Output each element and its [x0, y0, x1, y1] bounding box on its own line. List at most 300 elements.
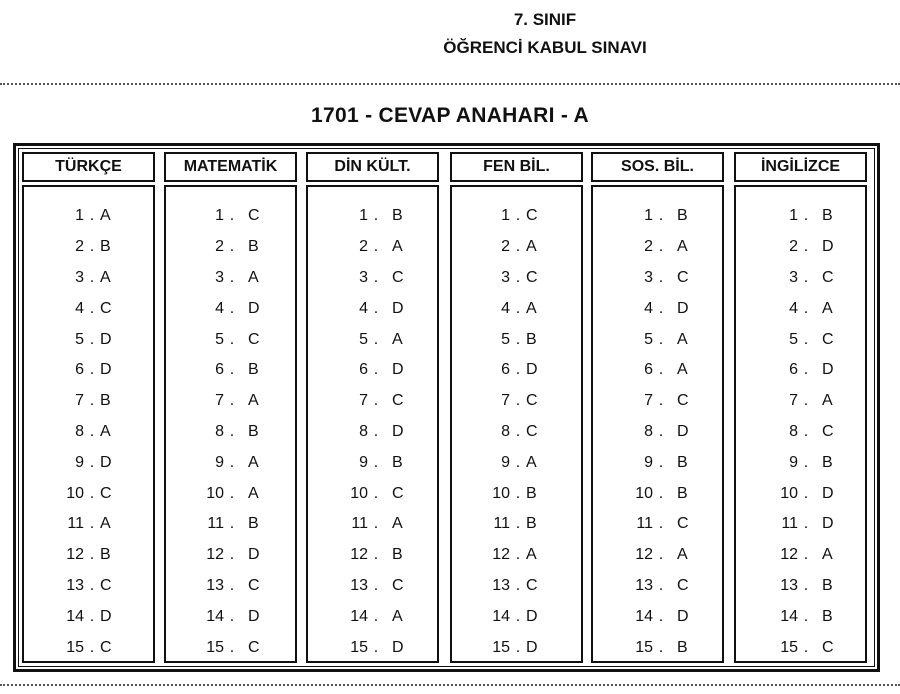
answer-letter: D [100, 607, 112, 625]
separator-dot: . [515, 392, 521, 410]
subject-column [164, 152, 297, 663]
answer-row [24, 632, 153, 663]
question-number: 13 [780, 576, 798, 594]
subject-column [734, 152, 867, 663]
answer-letter: A [392, 607, 403, 625]
separator-dot: . [658, 515, 664, 533]
question-number: 5 [644, 330, 653, 348]
answer-row [308, 540, 437, 571]
answer-letter: D [822, 238, 834, 256]
separator-dot: . [803, 638, 809, 656]
answer-letter: A [100, 422, 111, 440]
question-number: 10 [66, 484, 84, 502]
separator-dot: . [803, 268, 809, 286]
answer-letter: A [248, 268, 259, 286]
separator-dot: . [658, 422, 664, 440]
answer-letter: B [822, 453, 833, 471]
separator-dot: . [229, 361, 235, 379]
answer-row [593, 632, 722, 663]
question-number: 8 [501, 422, 510, 440]
answer-letter: C [526, 576, 538, 594]
answer-letter: C [248, 330, 260, 348]
separator-dot: . [515, 330, 521, 348]
dotted-divider-top [0, 83, 900, 85]
answer-row [166, 571, 295, 602]
answer-row [736, 232, 865, 263]
question-number: 6 [644, 361, 653, 379]
answer-letter: D [248, 607, 260, 625]
answer-row [24, 478, 153, 509]
question-number: 11 [493, 515, 510, 533]
answer-row [736, 601, 865, 632]
separator-dot: . [803, 576, 809, 594]
question-number: 15 [66, 638, 84, 656]
answer-letter: A [100, 515, 111, 533]
separator-dot: . [373, 392, 379, 410]
question-number: 2 [789, 238, 798, 256]
question-number: 11 [636, 515, 653, 533]
answer-row [452, 509, 581, 540]
separator-dot: . [803, 299, 809, 317]
question-number: 13 [206, 576, 224, 594]
answer-row [308, 447, 437, 478]
answer-row [736, 632, 865, 663]
separator-dot: . [515, 207, 521, 225]
answer-letter: C [677, 576, 689, 594]
question-number: 9 [359, 453, 368, 471]
answer-letter: C [392, 576, 404, 594]
question-number: 15 [206, 638, 224, 656]
separator-dot: . [229, 422, 235, 440]
subject-column [22, 152, 155, 663]
answer-row [452, 201, 581, 232]
separator-dot: . [89, 546, 95, 564]
separator-dot: . [515, 453, 521, 471]
separator-dot: . [658, 576, 664, 594]
question-number: 1 [644, 207, 653, 225]
answer-row [736, 355, 865, 386]
separator-dot: . [515, 361, 521, 379]
question-number: 13 [635, 576, 653, 594]
answer-letter: A [100, 268, 111, 286]
subject-column [450, 152, 583, 663]
question-number: 3 [215, 268, 224, 286]
question-number: 1 [789, 207, 798, 225]
answer-letter: D [392, 361, 404, 379]
separator-dot: . [658, 299, 664, 317]
answer-row [24, 417, 153, 448]
separator-dot: . [89, 515, 95, 533]
answer-row [308, 509, 437, 540]
separator-dot: . [658, 484, 664, 502]
answer-letter: A [677, 361, 688, 379]
answer-row [452, 601, 581, 632]
answer-row [166, 355, 295, 386]
question-number: 10 [350, 484, 368, 502]
question-number: 2 [501, 238, 510, 256]
answer-row [736, 324, 865, 355]
answer-row [166, 232, 295, 263]
answer-letter: D [822, 515, 834, 533]
answer-letter: D [100, 330, 112, 348]
answer-letter: A [526, 453, 537, 471]
separator-dot: . [373, 361, 379, 379]
answer-row [166, 263, 295, 294]
question-number: 2 [75, 238, 84, 256]
question-number: 13 [66, 576, 84, 594]
question-number: 1 [359, 207, 368, 225]
separator-dot: . [229, 268, 235, 286]
answer-letter: A [822, 392, 833, 410]
answer-row [24, 540, 153, 571]
separator-dot: . [229, 453, 235, 471]
answer-letter: B [677, 207, 688, 225]
answer-letter: B [248, 238, 259, 256]
answer-letter: A [248, 453, 259, 471]
separator-dot: . [229, 392, 235, 410]
answer-letter: A [248, 392, 259, 410]
answer-row [166, 201, 295, 232]
answer-row [452, 417, 581, 448]
answer-row [308, 601, 437, 632]
question-number: 6 [359, 361, 368, 379]
answer-row [24, 263, 153, 294]
answer-row [166, 386, 295, 417]
answer-letter: C [677, 268, 689, 286]
question-number: 12 [350, 546, 368, 564]
answer-row [593, 355, 722, 386]
separator-dot: . [658, 392, 664, 410]
answer-key-title: 1701 - CEVAP ANAHARI - A [311, 104, 589, 127]
question-number: 1 [501, 207, 510, 225]
question-number: 15 [492, 638, 510, 656]
answer-row [736, 478, 865, 509]
answer-letter: B [100, 392, 111, 410]
separator-dot: . [89, 422, 95, 440]
answer-row [166, 478, 295, 509]
question-number: 3 [75, 268, 84, 286]
answer-row [308, 417, 437, 448]
answer-row [308, 355, 437, 386]
separator-dot: . [89, 484, 95, 502]
answer-row [593, 293, 722, 324]
answer-letter: B [248, 361, 259, 379]
answer-letter: C [248, 576, 260, 594]
answer-row [593, 478, 722, 509]
answer-letter: A [100, 207, 111, 225]
question-number: 14 [780, 607, 798, 625]
answer-row [593, 263, 722, 294]
answer-letter: A [526, 546, 537, 564]
answer-row [308, 201, 437, 232]
separator-dot: . [89, 607, 95, 625]
separator-dot: . [803, 453, 809, 471]
question-number: 15 [780, 638, 798, 656]
separator-dot: . [803, 238, 809, 256]
answer-row [452, 232, 581, 263]
answer-letter: C [392, 268, 404, 286]
grade-heading: 7. SINIF [513, 10, 577, 29]
answer-letter: C [392, 392, 404, 410]
answer-letter: D [100, 453, 112, 471]
separator-dot: . [229, 576, 235, 594]
question-number: 11 [207, 515, 224, 533]
separator-dot: . [373, 546, 379, 564]
subject-header: FEN BİL. [450, 152, 583, 182]
question-number: 9 [75, 453, 84, 471]
separator-dot: . [515, 422, 521, 440]
separator-dot: . [373, 607, 379, 625]
question-number: 9 [644, 453, 653, 471]
separator-dot: . [515, 546, 521, 564]
question-number: 3 [359, 268, 368, 286]
separator-dot: . [373, 268, 379, 286]
separator-dot: . [803, 484, 809, 502]
answer-row [24, 232, 153, 263]
answer-letter: C [248, 207, 260, 225]
question-number: 6 [215, 361, 224, 379]
separator-dot: . [803, 515, 809, 533]
answer-row [736, 293, 865, 324]
question-number: 10 [492, 484, 510, 502]
answer-row [166, 601, 295, 632]
question-number: 5 [215, 330, 224, 348]
subject-header: İNGİLİZCE [734, 152, 867, 182]
answer-row [24, 571, 153, 602]
answer-row [593, 417, 722, 448]
separator-dot: . [373, 576, 379, 594]
separator-dot: . [373, 330, 379, 348]
separator-dot: . [658, 361, 664, 379]
answer-letter: A [822, 299, 833, 317]
answer-row [593, 540, 722, 571]
question-number: 5 [359, 330, 368, 348]
answer-letter: D [677, 607, 689, 625]
answer-row [736, 417, 865, 448]
question-number: 8 [215, 422, 224, 440]
answer-letter: B [392, 453, 403, 471]
separator-dot: . [373, 515, 379, 533]
separator-dot: . [89, 299, 95, 317]
separator-dot: . [658, 453, 664, 471]
separator-dot: . [803, 422, 809, 440]
answer-letter: D [100, 361, 112, 379]
question-number: 6 [501, 361, 510, 379]
separator-dot: . [803, 607, 809, 625]
question-number: 3 [644, 268, 653, 286]
answer-row [452, 386, 581, 417]
answer-row [24, 386, 153, 417]
separator-dot: . [658, 607, 664, 625]
question-number: 12 [780, 546, 798, 564]
exam-heading: ÖĞRENCİ KABUL SINAVI [443, 38, 647, 57]
separator-dot: . [229, 299, 235, 317]
question-number: 11 [67, 515, 84, 533]
separator-dot: . [89, 268, 95, 286]
question-number: 5 [789, 330, 798, 348]
separator-dot: . [373, 422, 379, 440]
question-number: 1 [75, 207, 84, 225]
question-number: 7 [501, 392, 510, 410]
separator-dot: . [229, 515, 235, 533]
answer-list [450, 185, 583, 663]
separator-dot: . [515, 607, 521, 625]
answer-letter: B [822, 607, 833, 625]
separator-dot: . [658, 638, 664, 656]
question-number: 7 [215, 392, 224, 410]
question-number: 5 [75, 330, 84, 348]
separator-dot: . [658, 207, 664, 225]
answer-row [166, 324, 295, 355]
answer-letter: C [822, 268, 834, 286]
separator-dot: . [373, 453, 379, 471]
separator-dot: . [658, 330, 664, 348]
question-number: 4 [75, 299, 84, 317]
question-number: 13 [350, 576, 368, 594]
separator-dot: . [89, 361, 95, 379]
answer-row [308, 478, 437, 509]
answer-row [24, 355, 153, 386]
question-number: 10 [635, 484, 653, 502]
separator-dot: . [229, 207, 235, 225]
question-number: 6 [75, 361, 84, 379]
answer-letter: D [526, 607, 538, 625]
answer-row [593, 201, 722, 232]
answer-list [164, 185, 297, 663]
question-number: 12 [492, 546, 510, 564]
answer-row [166, 447, 295, 478]
answer-letter: D [392, 299, 404, 317]
separator-dot: . [803, 361, 809, 379]
answer-row [736, 509, 865, 540]
separator-dot: . [658, 238, 664, 256]
question-number: 2 [215, 238, 224, 256]
answer-letter: C [100, 576, 112, 594]
answer-row [24, 601, 153, 632]
answer-row [308, 386, 437, 417]
separator-dot: . [373, 638, 379, 656]
separator-dot: . [89, 330, 95, 348]
answer-letter: B [100, 238, 111, 256]
answer-list [734, 185, 867, 663]
answer-letter: B [526, 330, 537, 348]
separator-dot: . [89, 238, 95, 256]
separator-dot: . [515, 268, 521, 286]
dotted-divider-bottom [0, 684, 900, 686]
answer-row [166, 293, 295, 324]
question-number: 2 [359, 238, 368, 256]
answer-row [24, 324, 153, 355]
answer-letter: A [248, 484, 259, 502]
answer-list [22, 185, 155, 663]
answer-row [593, 386, 722, 417]
answer-letter: A [392, 238, 403, 256]
answer-letter: D [392, 422, 404, 440]
answer-letter: A [822, 546, 833, 564]
separator-dot: . [515, 576, 521, 594]
answer-letter: D [248, 546, 260, 564]
question-number: 13 [492, 576, 510, 594]
question-number: 11 [351, 515, 368, 533]
answer-row [166, 540, 295, 571]
answer-letter: C [526, 268, 538, 286]
separator-dot: . [229, 638, 235, 656]
answer-letter: C [526, 392, 538, 410]
answer-row [24, 293, 153, 324]
answer-row [24, 509, 153, 540]
question-number: 9 [789, 453, 798, 471]
answer-letter: C [392, 484, 404, 502]
answer-letter: B [248, 422, 259, 440]
question-number: 8 [644, 422, 653, 440]
answer-letter: B [822, 207, 833, 225]
separator-dot: . [515, 238, 521, 256]
answer-row [166, 632, 295, 663]
answer-letter: A [526, 299, 537, 317]
question-number: 15 [350, 638, 368, 656]
question-number: 4 [789, 299, 798, 317]
answer-letter: B [677, 453, 688, 471]
separator-dot: . [373, 207, 379, 225]
answer-row [308, 571, 437, 602]
separator-dot: . [515, 299, 521, 317]
question-number: 1 [215, 207, 224, 225]
separator-dot: . [89, 207, 95, 225]
question-number: 14 [66, 607, 84, 625]
separator-dot: . [89, 576, 95, 594]
question-number: 15 [635, 638, 653, 656]
answer-letter: C [822, 638, 834, 656]
question-number: 11 [781, 515, 798, 533]
answer-row [452, 293, 581, 324]
question-number: 10 [206, 484, 224, 502]
answer-list [591, 185, 724, 663]
answer-row [308, 263, 437, 294]
question-number: 8 [75, 422, 84, 440]
question-number: 12 [206, 546, 224, 564]
separator-dot: . [89, 392, 95, 410]
answer-letter: A [677, 330, 688, 348]
question-number: 4 [501, 299, 510, 317]
answer-letter: C [100, 484, 112, 502]
separator-dot: . [229, 546, 235, 564]
answer-row [24, 447, 153, 478]
separator-dot: . [803, 207, 809, 225]
separator-dot: . [658, 268, 664, 286]
answer-letter: C [100, 638, 112, 656]
question-number: 4 [359, 299, 368, 317]
answer-row [166, 509, 295, 540]
separator-dot: . [515, 484, 521, 502]
answer-row [736, 263, 865, 294]
subject-header: MATEMATİK [164, 152, 297, 182]
answer-letter: D [526, 638, 538, 656]
answer-row [593, 571, 722, 602]
separator-dot: . [803, 330, 809, 348]
separator-dot: . [373, 299, 379, 317]
answer-row [593, 324, 722, 355]
answer-row [308, 324, 437, 355]
separator-dot: . [373, 238, 379, 256]
separator-dot: . [803, 546, 809, 564]
question-number: 7 [644, 392, 653, 410]
question-number: 10 [780, 484, 798, 502]
answer-letter: D [526, 361, 538, 379]
question-number: 7 [75, 392, 84, 410]
answer-letter: A [392, 515, 403, 533]
question-number: 3 [501, 268, 510, 286]
subject-header: SOS. BİL. [591, 152, 724, 182]
